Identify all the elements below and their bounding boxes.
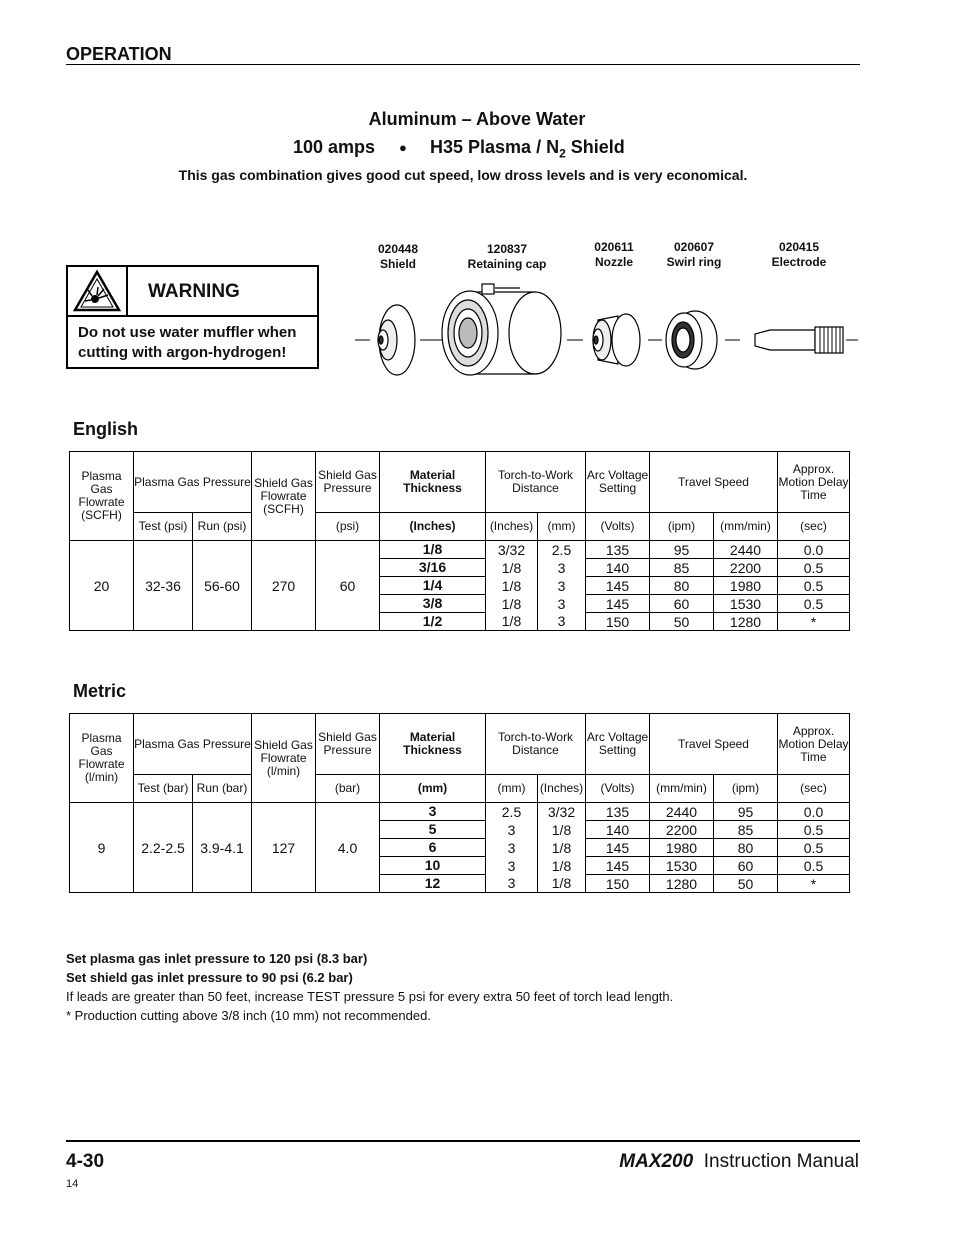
cell: 2.5 <box>538 541 586 559</box>
unit-shield-pressure: (bar) <box>316 775 380 803</box>
retaining-cap-part-icon <box>442 284 561 375</box>
warning-title: WARNING <box>148 281 240 302</box>
electrode-part-icon <box>755 327 843 353</box>
cell: 3 <box>380 803 486 821</box>
cell: 145 <box>586 595 650 613</box>
cell: 3/16 <box>380 559 486 577</box>
cell: 140 <box>586 559 650 577</box>
cell: 5 <box>380 821 486 839</box>
unit-torch-2: (Inches) <box>538 775 586 803</box>
cell: 1/8 <box>380 541 486 559</box>
cell: 0.5 <box>778 595 850 613</box>
metric-table <box>69 713 850 893</box>
sheet-number: 14 <box>66 1178 79 1190</box>
subtitle: This gas combination gives good cut speed, low dross levels and is very economical. <box>178 167 748 183</box>
unit-arc: (Volts) <box>586 513 650 541</box>
col-delay-time: Approx. Motion Delay Time <box>778 452 850 513</box>
swirl-ring-part-icon <box>666 311 717 369</box>
section-heading: OPERATION <box>66 44 172 64</box>
col-plasma-pressure: Plasma Gas Pressure <box>134 714 252 775</box>
cell: 3 <box>486 839 538 857</box>
cell: 1/8 <box>486 577 538 595</box>
note-production-cutting: * Production cutting above 3/8 inch (10 mm) not recommended. <box>66 1008 431 1023</box>
col-shield-pressure: Shield Gas Pressure <box>316 452 380 513</box>
cell: 80 <box>714 839 778 857</box>
cell: 3 <box>486 821 538 839</box>
cell: 1/8 <box>486 559 538 577</box>
run-pressure-value: 3.9-4.1 <box>193 803 252 893</box>
part-label-retaining-cap: 120837 Retaining cap <box>467 242 547 271</box>
col-travel-speed: Travel Speed <box>650 452 778 513</box>
col-plasma-flowrate: Plasma Gas Flowrate (l/min) <box>70 714 134 803</box>
cell: 1/8 <box>486 613 538 631</box>
note-plasma-inlet: Set plasma gas inlet pressure to 120 psi (8.3 bar) <box>66 951 368 966</box>
part-label-shield: 020448 Shield <box>377 242 419 271</box>
cell: 1530 <box>714 595 778 613</box>
col-plasma-pressure: Plasma Gas Pressure <box>134 452 252 513</box>
cell: 150 <box>586 875 650 893</box>
cell: 60 <box>714 857 778 875</box>
cell: 145 <box>586 577 650 595</box>
cell: 1/8 <box>538 839 586 857</box>
footer-rule <box>66 1140 860 1142</box>
cell: 3 <box>538 559 586 577</box>
plasma-flowrate-value: 9 <box>70 803 134 893</box>
col-torch-distance: Torch-to-Work Distance <box>486 452 586 513</box>
cell: 6 <box>380 839 486 857</box>
cell: 0.0 <box>778 803 850 821</box>
manual-label: Instruction Manual <box>703 1151 859 1172</box>
cell: 85 <box>650 559 714 577</box>
unit-arc: (Volts) <box>586 775 650 803</box>
shield-pressure-value: 4.0 <box>316 803 380 893</box>
cell: 95 <box>650 541 714 559</box>
unit-delay: (sec) <box>778 513 850 541</box>
cell: 10 <box>380 857 486 875</box>
cell: 145 <box>586 857 650 875</box>
cell: 50 <box>650 613 714 631</box>
col-arc-voltage: Arc Voltage Setting <box>586 452 650 513</box>
cell: 3/32 <box>486 541 538 559</box>
shield-flowrate-value: 270 <box>252 541 316 631</box>
unit-torch-2: (mm) <box>538 513 586 541</box>
metric-heading: Metric <box>73 681 127 701</box>
unit-material: (Inches) <box>380 513 486 541</box>
notes <box>66 949 673 1025</box>
run-pressure-value: 56-60 <box>193 541 252 631</box>
nozzle-part-icon <box>593 314 640 366</box>
col-test: Test (psi) <box>134 513 193 541</box>
cell: 0.5 <box>778 559 850 577</box>
col-run: Run (bar) <box>193 775 252 803</box>
warning-message: Do not use water muffler when cutting with argon-hydrogen! <box>78 324 297 361</box>
cell: 2200 <box>650 821 714 839</box>
english-table <box>69 451 850 631</box>
cell: 1980 <box>650 839 714 857</box>
shield-pressure-value: 60 <box>316 541 380 631</box>
col-shield-flowrate: Shield Gas Flowrate (SCFH) <box>252 452 316 541</box>
unit-speed-2: (ipm) <box>714 775 778 803</box>
col-test: Test (bar) <box>134 775 193 803</box>
cell: 60 <box>650 595 714 613</box>
cell: 1/4 <box>380 577 486 595</box>
cell: 0.5 <box>778 577 850 595</box>
bullet: ● <box>399 140 407 155</box>
brand-name: MAX200 <box>619 1151 694 1172</box>
cell: * <box>778 613 850 631</box>
shield-part-icon <box>378 305 415 375</box>
cell: 145 <box>586 839 650 857</box>
cell: 3 <box>486 875 538 893</box>
unit-torch-1: (mm) <box>486 775 538 803</box>
cell: 2200 <box>714 559 778 577</box>
cell: 2.5 <box>486 803 538 821</box>
col-torch-distance: Torch-to-Work Distance <box>486 714 586 775</box>
cell: 12 <box>380 875 486 893</box>
table-row <box>70 541 850 559</box>
header-rule <box>66 64 860 65</box>
unit-delay: (sec) <box>778 775 850 803</box>
col-arc-voltage: Arc Voltage Setting <box>586 714 650 775</box>
cell: 1980 <box>714 577 778 595</box>
cell: 3 <box>486 857 538 875</box>
cell: 1280 <box>714 613 778 631</box>
col-shield-pressure: Shield Gas Pressure <box>316 714 380 775</box>
manual-title <box>619 1151 859 1173</box>
cell: 0.0 <box>778 541 850 559</box>
cell: 140 <box>586 821 650 839</box>
cell: 1530 <box>650 857 714 875</box>
amps-label: 100 amps <box>293 137 376 157</box>
gas-combination: H35 Plasma / $N_2$ Shield <box>430 137 625 161</box>
note-lead-length: If leads are greater than 50 feet, increase TEST pressure 5 psi for every extra 50 feet of torch lead length. <box>66 989 674 1004</box>
table-row <box>70 803 850 821</box>
cell: 0.5 <box>778 821 850 839</box>
cell: 2440 <box>650 803 714 821</box>
col-plasma-flowrate: Plasma Gas Flowrate (SCFH) <box>70 452 134 541</box>
unit-torch-1: (Inches) <box>486 513 538 541</box>
cell: 1/2 <box>380 613 486 631</box>
cell: 150 <box>586 613 650 631</box>
cell: 3 <box>538 595 586 613</box>
unit-material: (mm) <box>380 775 486 803</box>
cell: 1/8 <box>538 821 586 839</box>
test-pressure-value: 32-36 <box>134 541 193 631</box>
col-material-thickness: Material Thickness <box>380 452 486 513</box>
cell: 3/32 <box>538 803 586 821</box>
page-number: 4-30 <box>66 1151 105 1172</box>
shield-flowrate-value: 127 <box>252 803 316 893</box>
unit-speed-1: (mm/min) <box>650 775 714 803</box>
test-pressure-value: 2.2-2.5 <box>134 803 193 893</box>
part-label-nozzle: 020611 Nozzle <box>594 240 634 269</box>
warning-box <box>66 265 319 369</box>
cell: 135 <box>586 541 650 559</box>
consumables-diagram <box>350 278 860 378</box>
cell: 1280 <box>650 875 714 893</box>
cell: 3 <box>538 577 586 595</box>
cell: 1/8 <box>538 875 586 893</box>
cell: 135 <box>586 803 650 821</box>
col-run: Run (psi) <box>193 513 252 541</box>
part-label-swirl-ring: 020607 Swirl ring <box>666 240 722 269</box>
cell: 80 <box>650 577 714 595</box>
cell: 1/8 <box>486 595 538 613</box>
plasma-flowrate-value: 20 <box>70 541 134 631</box>
note-shield-inlet: Set shield gas inlet pressure to 90 psi (6.2 bar) <box>66 970 353 985</box>
unit-speed-1: (ipm) <box>650 513 714 541</box>
cell: 85 <box>714 821 778 839</box>
cell: 50 <box>714 875 778 893</box>
english-heading: English <box>73 419 139 439</box>
cell: 0.5 <box>778 857 850 875</box>
col-material-thickness: Material Thickness <box>380 714 486 775</box>
part-label-electrode: 020415 Electrode <box>771 240 827 269</box>
explosion-hazard-icon <box>68 267 126 315</box>
cell: 3/8 <box>380 595 486 613</box>
cell: 0.5 <box>778 839 850 857</box>
col-delay-time: Approx. Motion Delay Time <box>778 714 850 775</box>
unit-speed-2: (mm/min) <box>714 513 778 541</box>
cell: 1/8 <box>538 857 586 875</box>
col-travel-speed: Travel Speed <box>650 714 778 775</box>
unit-shield-pressure: (psi) <box>316 513 380 541</box>
cell: 95 <box>714 803 778 821</box>
col-shield-flowrate: Shield Gas Flowrate (l/min) <box>252 714 316 803</box>
cell: 2440 <box>714 541 778 559</box>
cell: 3 <box>538 613 586 631</box>
page-title: Aluminum – Above Water <box>368 109 586 129</box>
cell: * <box>778 875 850 893</box>
